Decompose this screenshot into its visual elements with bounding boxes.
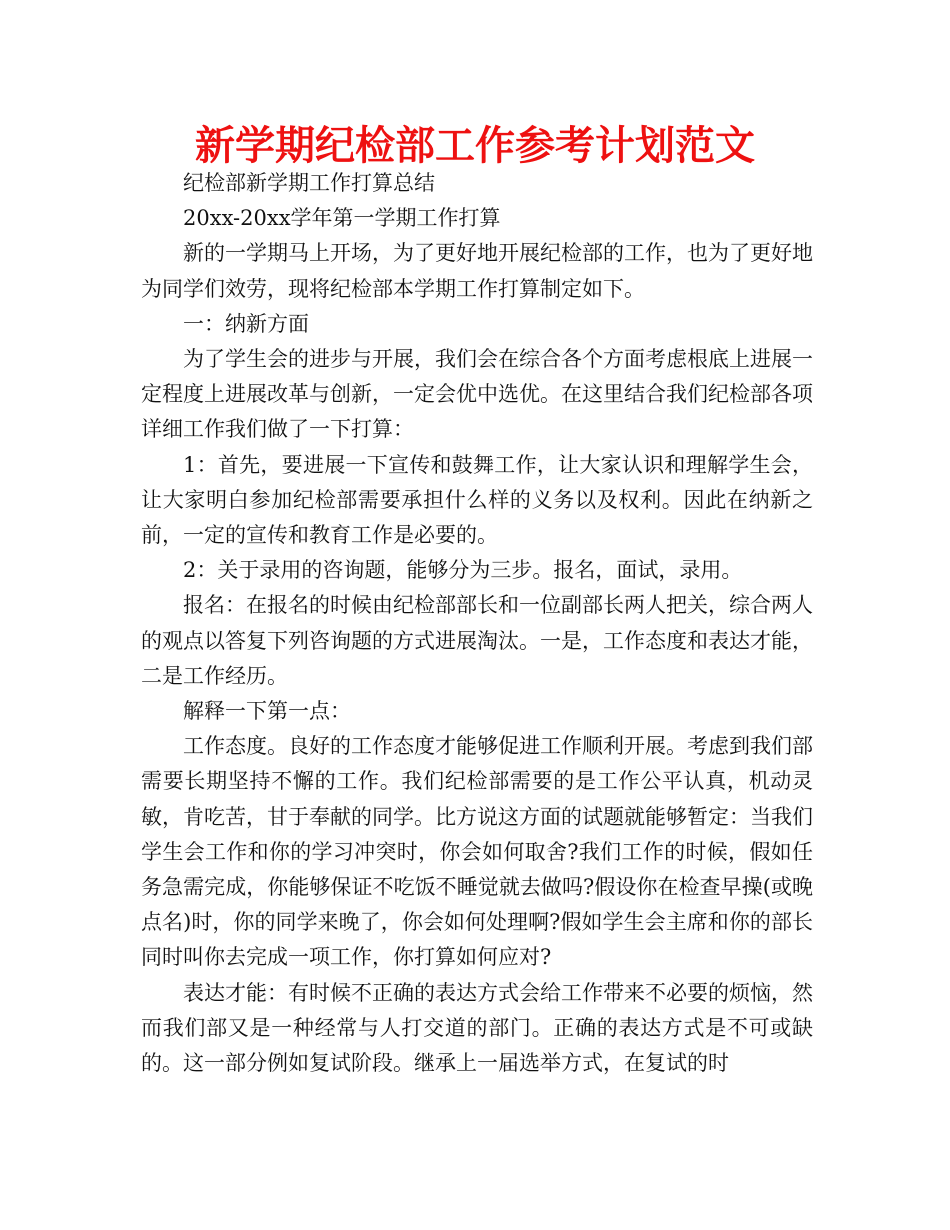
paragraph-subtitle: 纪检部新学期工作打算总结: [183, 171, 435, 195]
paragraph-explain-first: 解释一下第一点：: [183, 699, 351, 724]
document-title: 新学期纪检部工作参考计划范文: [195, 123, 755, 169]
paragraph-intro: 新的一学期马上开场，为了更好地开展纪检部的工作，也为了更好地为同学们效劳，现将纪检部本学期工作打算制定如下。: [141, 241, 813, 301]
paragraph-school-year: 20xx-20xx学年第一学期工作打算: [183, 206, 501, 231]
paragraph-expression-ability: 表达才能：有时候不正确的表达方式会给工作带来不必要的烦恼，然而我们部又是一种经常与人打交道的部门。正确的表达方式是不可或缺的。这一部分例如复试阶段。继承上一届选举方式，在复试的时: [141, 980, 813, 1076]
paragraph-section-heading: 一：纳新方面: [183, 311, 309, 336]
paragraph-registration: 报名：在报名的时候由纪检部部长和一位副部长两人把关，综合两人的观点以答复下列咨询题的方式进展淘汰。一是，工作态度和表达才能，二是工作经历。: [141, 593, 813, 688]
paragraph-work-attitude: 工作态度。良好的工作态度才能够促进工作顺利开展。考虑到我们部需要长期坚持不懈的工作。我们纪检部需要的是工作公平认真，机动灵敏，肯吃苦，甘于奉献的同学。比方说这方面的试题就能够暂定：当我们学生会工作和你的学习冲突时，你会如何取舍?我们工作的时候，假如任务急需完成，你能够保证不吃饭不睡觉就去做吗?假设你在检查早操(或晚点名)时，你的同学来晚了，你会如何处理啊?假如学生会主席和你的部长同时叫你去完成一项工作，你打算如何应对?: [141, 734, 813, 970]
document-body: [141, 166, 813, 1081]
paragraph-point-2: 2：关于录用的咨询题，能够分为三步。报名，面试，录用。: [183, 558, 743, 583]
paragraph-recruitment: 为了学生会的进步与开展，我们会在综合各个方面考虑根底上进展一定程度上进展改革与创新，一定会优中选优。在这里结合我们纪检部各项详细工作我们做了一下打算：: [141, 347, 813, 442]
paragraph-point-1: 1：首先，要进展一下宣传和鼓舞工作，让大家认识和理解学生会，让大家明白参加纪检部需要承担什么样的义务以及权利。因此在纳新之前，一定的宣传和教育工作是必要的。: [141, 452, 813, 548]
